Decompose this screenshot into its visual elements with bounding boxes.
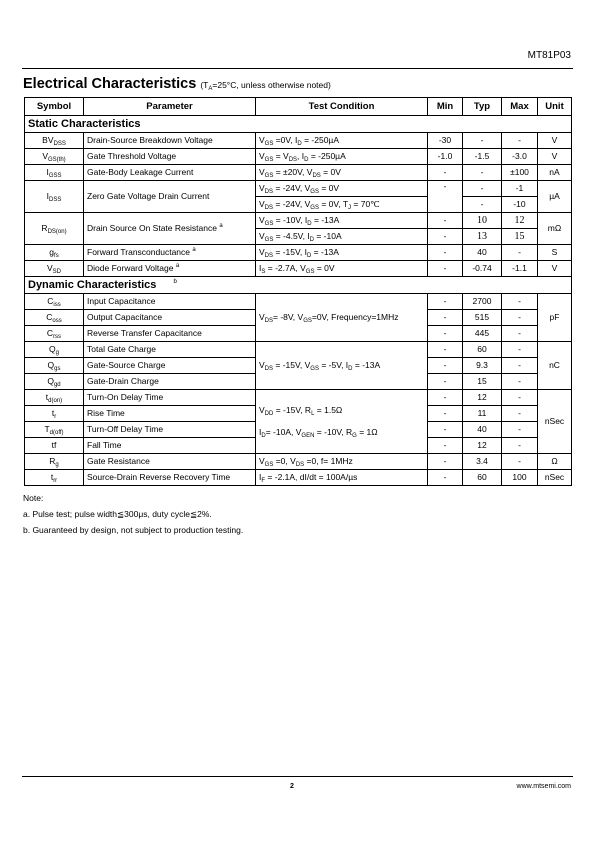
min: -30 bbox=[428, 133, 463, 149]
table-row bbox=[25, 342, 572, 358]
parameter: Gate-Source Charge bbox=[84, 358, 256, 374]
max: - bbox=[502, 390, 538, 406]
max: -3.0 bbox=[502, 149, 538, 165]
symbol: $Q_{gs}$ bbox=[25, 358, 84, 374]
typ: 60 bbox=[463, 342, 502, 358]
symbol: $Q_g$ bbox=[25, 342, 84, 358]
section-static bbox=[25, 116, 572, 133]
unit: nSec bbox=[538, 390, 572, 454]
max: -10 bbox=[502, 197, 538, 213]
symbol: $C_{iss}$ bbox=[25, 294, 84, 310]
typ: 11 bbox=[463, 406, 502, 422]
parameter: Turn-Off Delay Time bbox=[84, 422, 256, 438]
table-row bbox=[25, 470, 572, 486]
parameter: Gate-Drain Charge bbox=[84, 374, 256, 390]
max: - bbox=[502, 245, 538, 261]
max: - bbox=[502, 374, 538, 390]
min: - bbox=[428, 261, 463, 277]
typ: 12 bbox=[463, 438, 502, 454]
typ: 60 bbox=[463, 470, 502, 486]
col-min: Min bbox=[428, 98, 463, 116]
symbol: $BV_{DSS}$ bbox=[25, 133, 84, 149]
max: -1.1 bbox=[502, 261, 538, 277]
max: - bbox=[502, 294, 538, 310]
max: - bbox=[502, 310, 538, 326]
symbol: $C_{rss}$ bbox=[25, 326, 84, 342]
unit: µA bbox=[538, 181, 572, 213]
symbol: $t_{d(on)}$ bbox=[25, 390, 84, 406]
test-condition: $V_{DS}= -8V$, $V_{GS}=0V$, Frequency=1MHz bbox=[256, 294, 428, 342]
table-row bbox=[25, 165, 572, 181]
typ: 10 bbox=[463, 213, 502, 229]
symbol: $Q_{gd}$ bbox=[25, 374, 84, 390]
symbol: tf bbox=[25, 438, 84, 454]
parameter: Zero Gate Voltage Drain Current bbox=[84, 181, 256, 213]
test-condition: $V_{DS} = -24V$, $V_{GS} = 0V$, $T_J$ = 70℃ bbox=[256, 197, 428, 213]
parameter: Source-Drain Reverse Recovery Time bbox=[84, 470, 256, 486]
min: - bbox=[428, 213, 463, 229]
dynamic-label: Dynamic Characteristics bbox=[28, 278, 157, 291]
table-row bbox=[25, 213, 572, 229]
footer-rule bbox=[22, 776, 573, 777]
min: - bbox=[428, 294, 463, 310]
symbol: $V_{GS(th)}$ bbox=[25, 149, 84, 165]
min: -1.0 bbox=[428, 149, 463, 165]
col-max: Max bbox=[502, 98, 538, 116]
col-typ: Typ bbox=[463, 98, 502, 116]
parameter: Gate-Body Leakage Current bbox=[84, 165, 256, 181]
page-number: 2 bbox=[290, 783, 294, 790]
test-condition: $V_{GS} =0$, $V_{DS} =0$, f= 1MHz bbox=[256, 454, 428, 470]
header-rule bbox=[22, 68, 573, 69]
parameter: Output Capacitance bbox=[84, 310, 256, 326]
typ: 40 bbox=[463, 245, 502, 261]
static-label: Static Characteristics bbox=[25, 116, 572, 133]
min: - bbox=[428, 165, 463, 181]
typ: 15 bbox=[463, 374, 502, 390]
temperature-condition: ($T_A=25^\circ C$, unless otherwise noted) bbox=[200, 80, 331, 92]
min: - bbox=[428, 310, 463, 326]
dynamic-label-cell: Dynamic Characteristics $^b$ bbox=[25, 277, 572, 294]
parameter: Drain-Source Breakdown Voltage bbox=[84, 133, 256, 149]
max: ±100 bbox=[502, 165, 538, 181]
test-condition: $V_{DS} = -15V$, $V_{GS} = -5V$, $I_D = -13A$ bbox=[256, 342, 428, 390]
parameter: Total Gate Charge bbox=[84, 342, 256, 358]
parameter: Forward Transconductance $^a$ bbox=[84, 245, 256, 261]
typ: 515 bbox=[463, 310, 502, 326]
table-row bbox=[25, 261, 572, 277]
max: 15 bbox=[502, 229, 538, 245]
test-condition: $V_{GS} = -4.5V$, $I_D = -10A$ bbox=[256, 229, 428, 245]
min: - bbox=[428, 406, 463, 422]
table-row bbox=[25, 245, 572, 261]
parameter: Reverse Transfer Capacitance bbox=[84, 326, 256, 342]
symbol: $t_{rr}$ bbox=[25, 470, 84, 486]
parameter: Turn-On Delay Time bbox=[84, 390, 256, 406]
symbol: $V_{SD}$ bbox=[25, 261, 84, 277]
characteristics-table bbox=[24, 97, 572, 486]
test-condition: $V_{DS} = -24V$, $V_{GS} = 0V$ bbox=[256, 181, 428, 197]
max: - bbox=[502, 326, 538, 342]
max: - bbox=[502, 438, 538, 454]
typ: 3.4 bbox=[463, 454, 502, 470]
table-row bbox=[25, 454, 572, 470]
typ: -1.5 bbox=[463, 149, 502, 165]
test-condition: $V_{GS} = \pm 20V$, $V_{DS} = 0V$ bbox=[256, 165, 428, 181]
table-row bbox=[25, 181, 572, 197]
symbol: $R_{DS(on)}$ bbox=[25, 213, 84, 245]
table-row bbox=[25, 149, 572, 165]
unit: V bbox=[538, 261, 572, 277]
test-condition: $V_{GS} = V_{DS}$, $I_D = -250\mu A$ bbox=[256, 149, 428, 165]
symbol: $C_{oss}$ bbox=[25, 310, 84, 326]
test-condition: $V_{GS} =0V$, $I_D = -250\mu A$ bbox=[256, 133, 428, 149]
min: - bbox=[428, 438, 463, 454]
typ: -0.74 bbox=[463, 261, 502, 277]
max: - bbox=[502, 406, 538, 422]
unit: nA bbox=[538, 165, 572, 181]
typ: 40 bbox=[463, 422, 502, 438]
max: - bbox=[502, 133, 538, 149]
min: - bbox=[428, 470, 463, 486]
test-condition: $V_{GS} = -10V$, $I_D = -13A$ bbox=[256, 213, 428, 229]
symbol: $R_g$ bbox=[25, 454, 84, 470]
parameter: Input Capacitance bbox=[84, 294, 256, 310]
col-test-condition: Test Condition bbox=[256, 98, 428, 116]
min: - bbox=[428, 454, 463, 470]
parameter: Drain Source On State Resistance $^a$ bbox=[84, 213, 256, 245]
parameter: Gate Threshold Voltage bbox=[84, 149, 256, 165]
typ: 445 bbox=[463, 326, 502, 342]
typ: 12 bbox=[463, 390, 502, 406]
section-title bbox=[23, 76, 331, 92]
parameter: Rise Time bbox=[84, 406, 256, 422]
test-condition: $I_S = -2.7A$, $V_{GS} = 0V$ bbox=[256, 261, 428, 277]
unit: V bbox=[538, 133, 572, 149]
test-condition: $I_F = -2.1A$, dI/dt = 100A/µs bbox=[256, 470, 428, 486]
symbol: $T_{d(off)}$ bbox=[25, 422, 84, 438]
max: - bbox=[502, 454, 538, 470]
unit: nSec bbox=[538, 470, 572, 486]
parameter-text: Drain Source On State Resistance bbox=[87, 223, 217, 233]
website-link[interactable]: www.mtsemi.com bbox=[516, 783, 571, 790]
test-condition: $V_{DD} = -15V$, $R_L = 1.5\Omega$ $I_D= -10A$, $V_{GEN} = -10V$, $R_G = 1\Omega$ bbox=[256, 390, 428, 454]
unit: mΩ bbox=[538, 213, 572, 245]
max: - bbox=[502, 342, 538, 358]
unit: Ω bbox=[538, 454, 572, 470]
col-symbol: Symbol bbox=[25, 98, 84, 116]
min: - bbox=[428, 229, 463, 245]
max: - bbox=[502, 358, 538, 374]
notes-label: Note: bbox=[23, 493, 44, 503]
min: - bbox=[428, 181, 463, 213]
part-number: MT81P03 bbox=[527, 50, 571, 61]
note-a: a. Pulse test; pulse width≦300μs, duty cycle≦2%. bbox=[23, 509, 212, 519]
max: 100 bbox=[502, 470, 538, 486]
unit: pF bbox=[538, 294, 572, 342]
test-condition: $V_{DS} = -15V$, $I_D = -13A$ bbox=[256, 245, 428, 261]
max: - bbox=[502, 422, 538, 438]
table-header-row bbox=[25, 98, 572, 116]
parameter: Gate Resistance bbox=[84, 454, 256, 470]
min: - bbox=[428, 422, 463, 438]
max: 12 bbox=[502, 213, 538, 229]
parameter: Diode Forward Voltage $^a$ bbox=[84, 261, 256, 277]
notes bbox=[23, 490, 243, 538]
unit: nC bbox=[538, 342, 572, 390]
parameter-text: Forward Transconductance bbox=[87, 247, 190, 257]
typ: 2700 bbox=[463, 294, 502, 310]
typ: - bbox=[463, 133, 502, 149]
min: - bbox=[428, 358, 463, 374]
min: - bbox=[428, 390, 463, 406]
col-parameter: Parameter bbox=[84, 98, 256, 116]
section-title-text: Electrical Characteristics bbox=[23, 76, 197, 92]
unit: S bbox=[538, 245, 572, 261]
min: - bbox=[428, 342, 463, 358]
min: - bbox=[428, 245, 463, 261]
table-row bbox=[25, 390, 572, 406]
note-b: b. Guaranteed by design, not subject to production testing. bbox=[23, 525, 244, 535]
symbol: $g_{fs}$ bbox=[25, 245, 84, 261]
parameter-text: Diode Forward Voltage bbox=[87, 263, 174, 273]
parameter: Fall Time bbox=[84, 438, 256, 454]
symbol: $I_{GSS}$ bbox=[25, 165, 84, 181]
min: - bbox=[428, 326, 463, 342]
min: - bbox=[428, 374, 463, 390]
unit: V bbox=[538, 149, 572, 165]
typ: - bbox=[463, 181, 502, 197]
symbol: $I_{DSS}$ bbox=[25, 181, 84, 213]
col-unit: Unit bbox=[538, 98, 572, 116]
section-dynamic bbox=[25, 277, 572, 294]
typ: - bbox=[463, 197, 502, 213]
typ: 9.3 bbox=[463, 358, 502, 374]
table-row bbox=[25, 294, 572, 310]
table-row bbox=[25, 133, 572, 149]
symbol: $t_r$ bbox=[25, 406, 84, 422]
typ: 13 bbox=[463, 229, 502, 245]
typ: - bbox=[463, 165, 502, 181]
max: -1 bbox=[502, 181, 538, 197]
